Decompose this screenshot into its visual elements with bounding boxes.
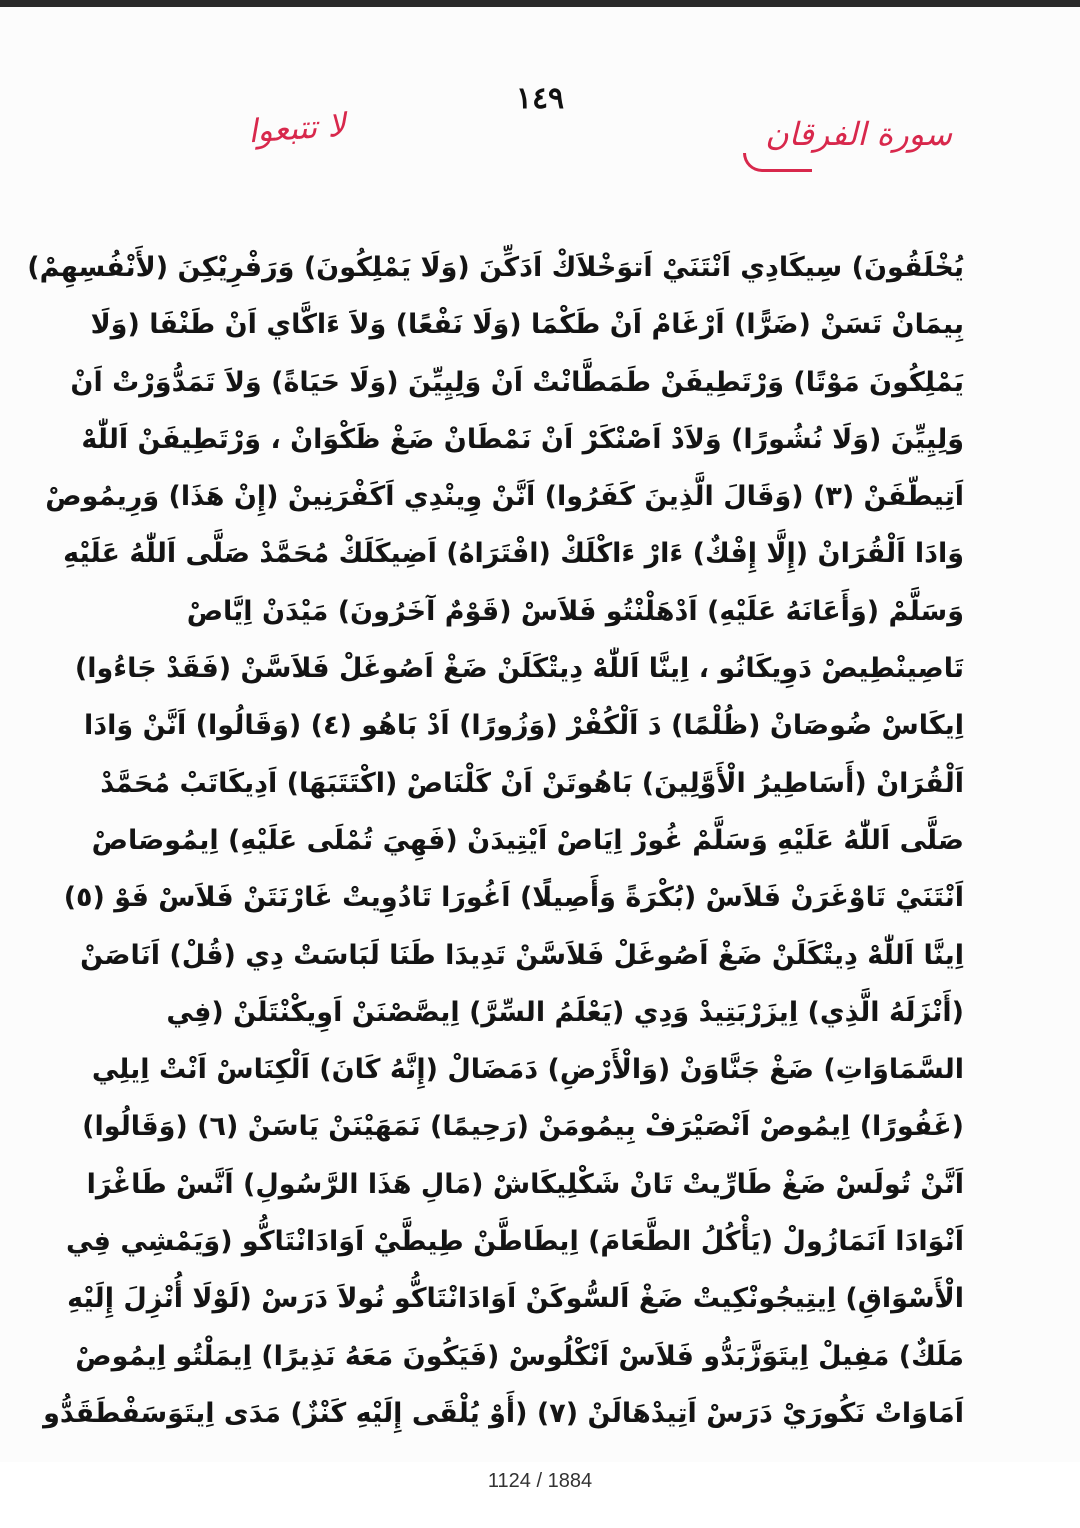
text-line: (غَفُورًا) اِيمُوصْ اَنْصَيْرَفْ بِيمُومَنْ (رَحِيمًا) نَمَهَيْنَنْ يَاسَنْ (٦) (وَقَالُوا) (82, 1111, 964, 1143)
text-line: وَلِيِيِّنَ (وَلَا نُشُورًا) وَلاَدْ اَصْنْكَرْ اَنْ نَمْطَانْ ضَغْ ظَكْوَانْ ، وَرْتَطِيفَنْ اَللّٰهْ (81, 423, 964, 455)
text-line: اَنْتَنَيْ تَاوْغَرَنْ فَلاَسْ (بُكْرَةً وَأَصِيلًا) اَغُورَا تَادُوِيتْ غَارْنَتَنْ فَلاَسْ فَوْ (٥) (63, 882, 964, 914)
page-indicator: 1124 / 1884 (487, 1470, 593, 1492)
handwritten-underline (743, 153, 812, 172)
handwritten-margin-note: لا تتبعوا (246, 105, 347, 151)
scanned-page (0, 7, 1080, 1462)
text-line: الْأَسْوَاقِ) اِيتِيجُونْكِيتْ ضَغْ اَلسُّوكَنْ اَوَادَانْتَاكُّو نُولاَ دَرَسْ (لَوْلَا أُنْزِلَ إِلَيْهِ (67, 1283, 964, 1315)
text-line: اِيكَاسْ ضُوصَانْ (ظُلْمًا) دَ اَلْكُفْرْ (وَزُورًا) اَدْ بَاهُو (٤) (وَقَالُوا) اَنَّنْ وَادَا (84, 710, 964, 742)
viewer-top-bar (0, 0, 1080, 7)
text-line: وَادَا اَلْقُرَانْ (إِلَّا إِفْكٌ) ءَارْ ءَاكْلَكْ (افْتَرَاهُ) اَضِيكَلَكْ مُحَمَّدْ صَلَّى اَللّٰهُ عَلَيْهِ (63, 538, 964, 570)
text-line: يُخْلَقُونَ) سِيكَادِي اَنْتَنَيْ اَتوَخْلاَكْ اَدَكِّنَ (وَلَا يَمْلِكُونَ) وَرَفْرِيْكِنَ (لأَنْفُسِهِمْ) (27, 252, 964, 283)
text-line: يَمْلِكُونَ مَوْتًا) وَرْتَطِيفَنْ طَمَطَّانْتْ اَنْ وَلِيِيِّنَ (وَلَا حَيَاةً) وَلاَ تَمَدُّوَرْتْ اَنْ (70, 366, 964, 398)
text-line: مَلَكٌ) مَفِيلْ اِيتَوَزَّبَدُّو فَلاَسْ اَنْكْلُوسْ (فَيَكُونَ مَعَهُ نَذِيرًا) اِيمَلْتُو اِيمُوصْ (75, 1340, 964, 1372)
text-line: اَلْقُرَانْ (أَسَاطِيرُ الْأَوَّلِينَ) بَاهُوتَنْ اَنْ كَلْنَاصْ (اكْتَتَبَهَا) اَدِيكَاتَبْ مُحَمَّدْ (100, 767, 964, 799)
text-line: صَلَّى اَللّٰهُ عَلَيْهِ وَسَلَّمْ غُورْ اِيَاصْ اَيْتِيدَنْ (فَهِيَ تُمْلَى عَلَيْهِ) اِيمُوصَاصْ (91, 824, 964, 856)
text-line: اَنْوَادَا اَنَمَازُولْ (يَأْكُلُ الطَّعَامَ) اِيطَاطَّنْ طِيطَّيْ اَوَادَانْتَاكُّو (وَيَمْشِي فِي (65, 1226, 964, 1258)
text-line: (أَنْزَلَهُ الَّذِي) اِيزَرْبَتِيدْ وَدِي (يَعْلَمُ السِّرَّ) اِيصَّصْنَنْ اَوِيكْنْتَلَنْ (فِي (166, 996, 964, 1028)
text-line: السَّمَاوَاتِ) ضَغْ جَنَّاوَنْ (وَالْأَرْضِ) دَمَضَالْ (إِنَّهُ كَانَ) اَلْكِنَاسْ اَنْتْ اِيلِي (91, 1054, 964, 1086)
text-line: وَسَلَّمْ (وَأَعَانَهُ عَلَيْهِ) اَدْهَلْنْتُو فَلاَسْ (قَوْمٌ آخَرُونَ) مَيْدَنْ اِيَّاصْ (186, 595, 964, 627)
page-number: ١٤٩ (515, 81, 565, 116)
text-line: اَمَاوَاتْ نَكُورَيْ دَرَسْ اَتِيدْهَالَنْ (٧) (أَوْ يُلْقَى إِلَيْهِ كَنْزٌ) مَدَى اِيتَوَسَفْطَقَدُّو (43, 1397, 964, 1429)
text-line: اِينَّا اَللّٰهْ دِيتْكَلَنْ ضَغْ اَصُوغَلْ فَلاَسَّنْ تَدِيدَا طَنَا لَبَاسَتْ دِي (قُلْ) اَنَاصَنْ (80, 939, 964, 971)
text-line: بِيمَانْ تَسَنْ (ضَرًّا) اَرْغَامْ اَنْ طَكْمَا (وَلَا نَفْعًا) وَلاَ ءَاكَّاي اَنْ طَنْفَا (وَلَا (90, 309, 964, 341)
text-line: اَتِيطّفَنْ (٣) (وَقَالَ الَّذِينَ كَفَرُوا) اَنَّنْ وِينْدِي اَكَفْرَنِينْ (إِنْ هَذَا) وَرِيمُوصْ (45, 481, 964, 513)
text-line: تَاصِينْطِيصْ دَوِيكَانُو ، اِينَّا اَللّٰهْ دِيتْكَلَنْ ضَغْ اَصُوغَلْ فَلاَسَّنْ (فَقَدْ جَاءُوا) (74, 653, 964, 685)
page-body-text (27, 239, 964, 1442)
text-line: اَنَّنْ تُولَسْ ضَغْ طَارِّيتْ تَانْ شَكْلِيكَاشْ (مَالِ هَذَا الرَّسُولِ) اَنَّسْ طَاغْرَا (86, 1168, 964, 1200)
handwritten-surah-title: سورة الفرقان (765, 115, 952, 153)
